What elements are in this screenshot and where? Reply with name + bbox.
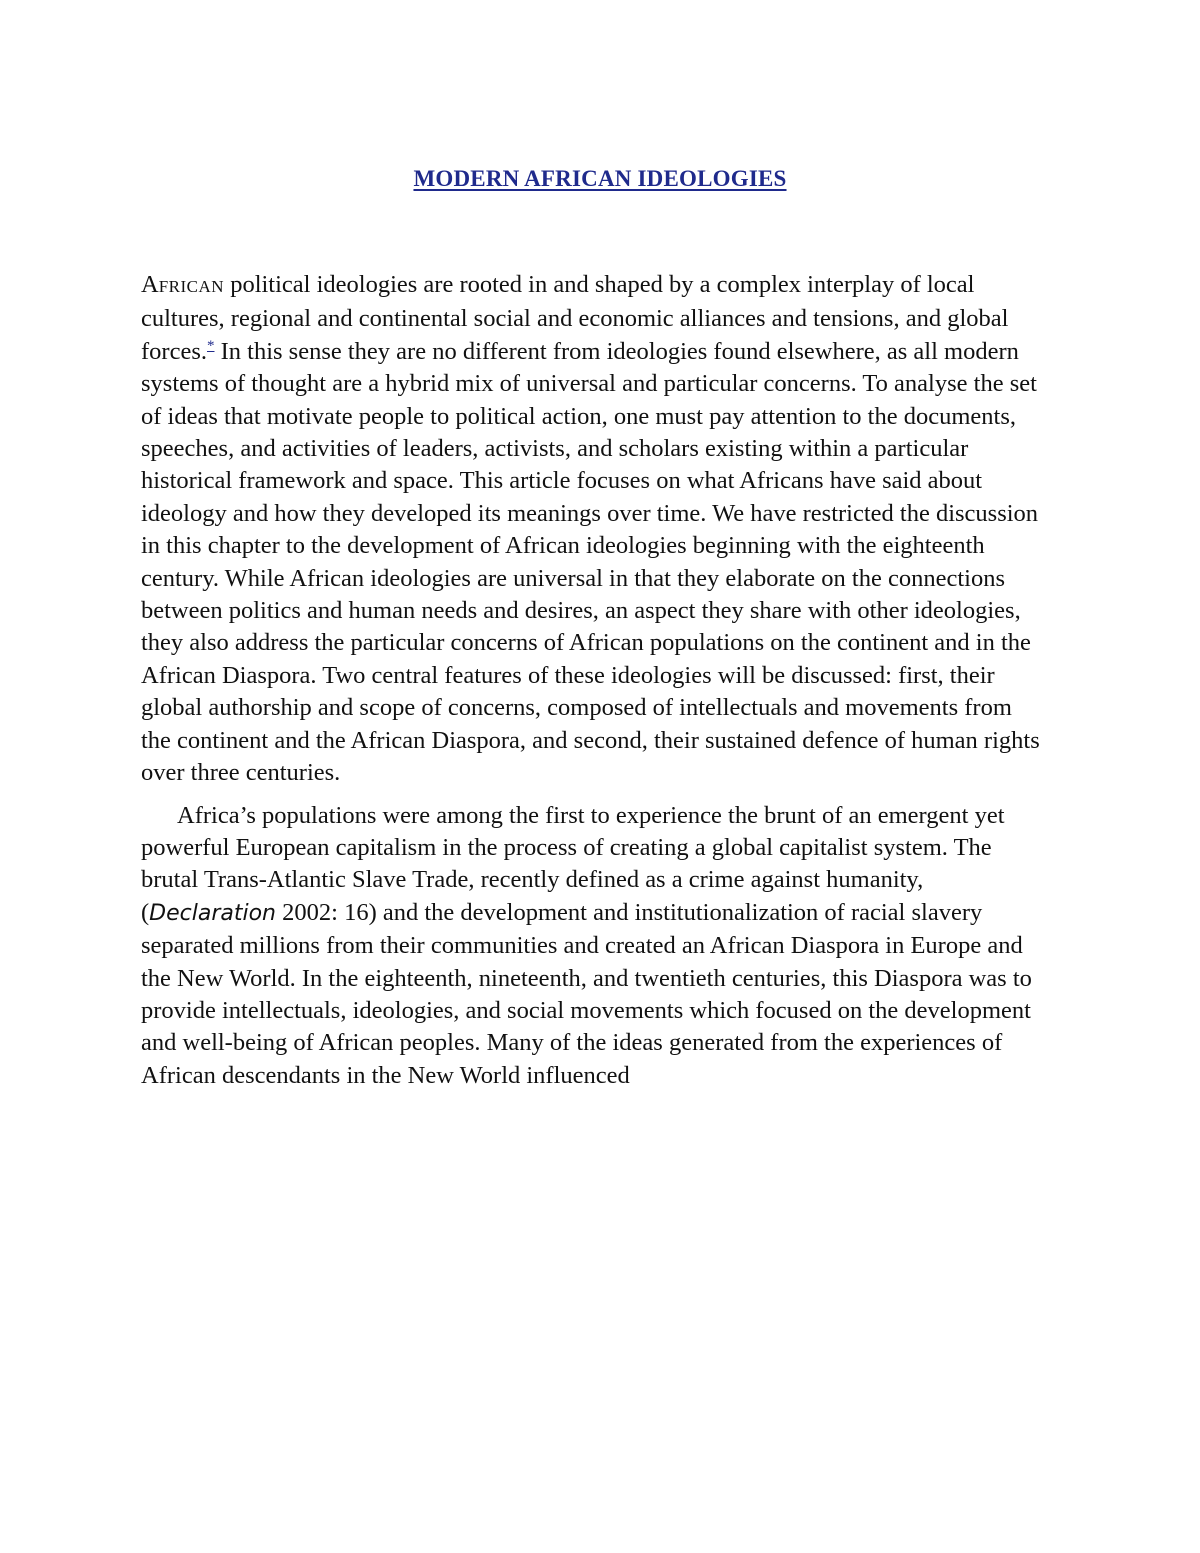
paragraph-2-text-b: 2002: 16) and the development and institutionalization of racial slavery separated millions from their communities and created an African Diaspora in Europe and the New World. In the eighteenth, nineteenth, and twentieth centuries, this Diaspora was to provide intellectuals, ideologies, and social movements which focused on the development and well-being of African peoples. Many of the ideas generated from the experiences of African descendants in the New World influenced (141, 898, 1032, 1089)
document-body (141, 269, 1041, 1092)
paragraph-1-text-b: In this sense they are no different from ideologies found elsewhere, as all modern systems of thought are a hybrid mix of universal and particular concerns. To analyse the set of ideas that motivate people to political action, one must pay attention to the documents, speeches, and activities of leaders, activists, and scholars existing within a particular historical framework and space. This article focuses on what Africans have said about ideology and how they developed its meanings over time. We have restricted the discussion in this chapter to the development of African ideologies beginning with the eighteenth century. While African ideologies are universal in that they elaborate on the connections between politics and human needs and desires, an aspect they share with other ideologies, they also address the particular concerns of African populations on the continent and in the African Diaspora. Two central features of these ideologies will be discussed: first, their global authorship and scope of concerns, composed of intellectuals and movements from the continent and the African Diaspora, and second, their sustained defence of human rights over three centuries. (141, 337, 1040, 787)
paragraph-1-text-a: political ideologies are rooted in and shaped by a complex interplay of local cultures, regional and continental social and economic alliances and tensions, and global forces. (141, 271, 1009, 365)
paragraph-2-text-a: Africa’s populations were among the first to experience the brunt of an emergent yet powerful European capitalism in the process of creating a global capitalist system. The brutal Trans-Atlantic Slave Trade, recently defined as a crime against humanity, ( (141, 801, 1005, 926)
paragraph-1 (141, 269, 1041, 790)
dropcap-letter: A (141, 271, 159, 298)
citation-italic: Declaration (149, 900, 277, 926)
document-title (0, 166, 1200, 192)
dropcap-rest: FRICAN (158, 277, 225, 296)
paragraph-2 (141, 800, 1041, 1093)
footnote-link[interactable]: * (206, 337, 215, 354)
title-link[interactable]: MODERN AFRICAN IDEOLOGIES (413, 166, 787, 191)
